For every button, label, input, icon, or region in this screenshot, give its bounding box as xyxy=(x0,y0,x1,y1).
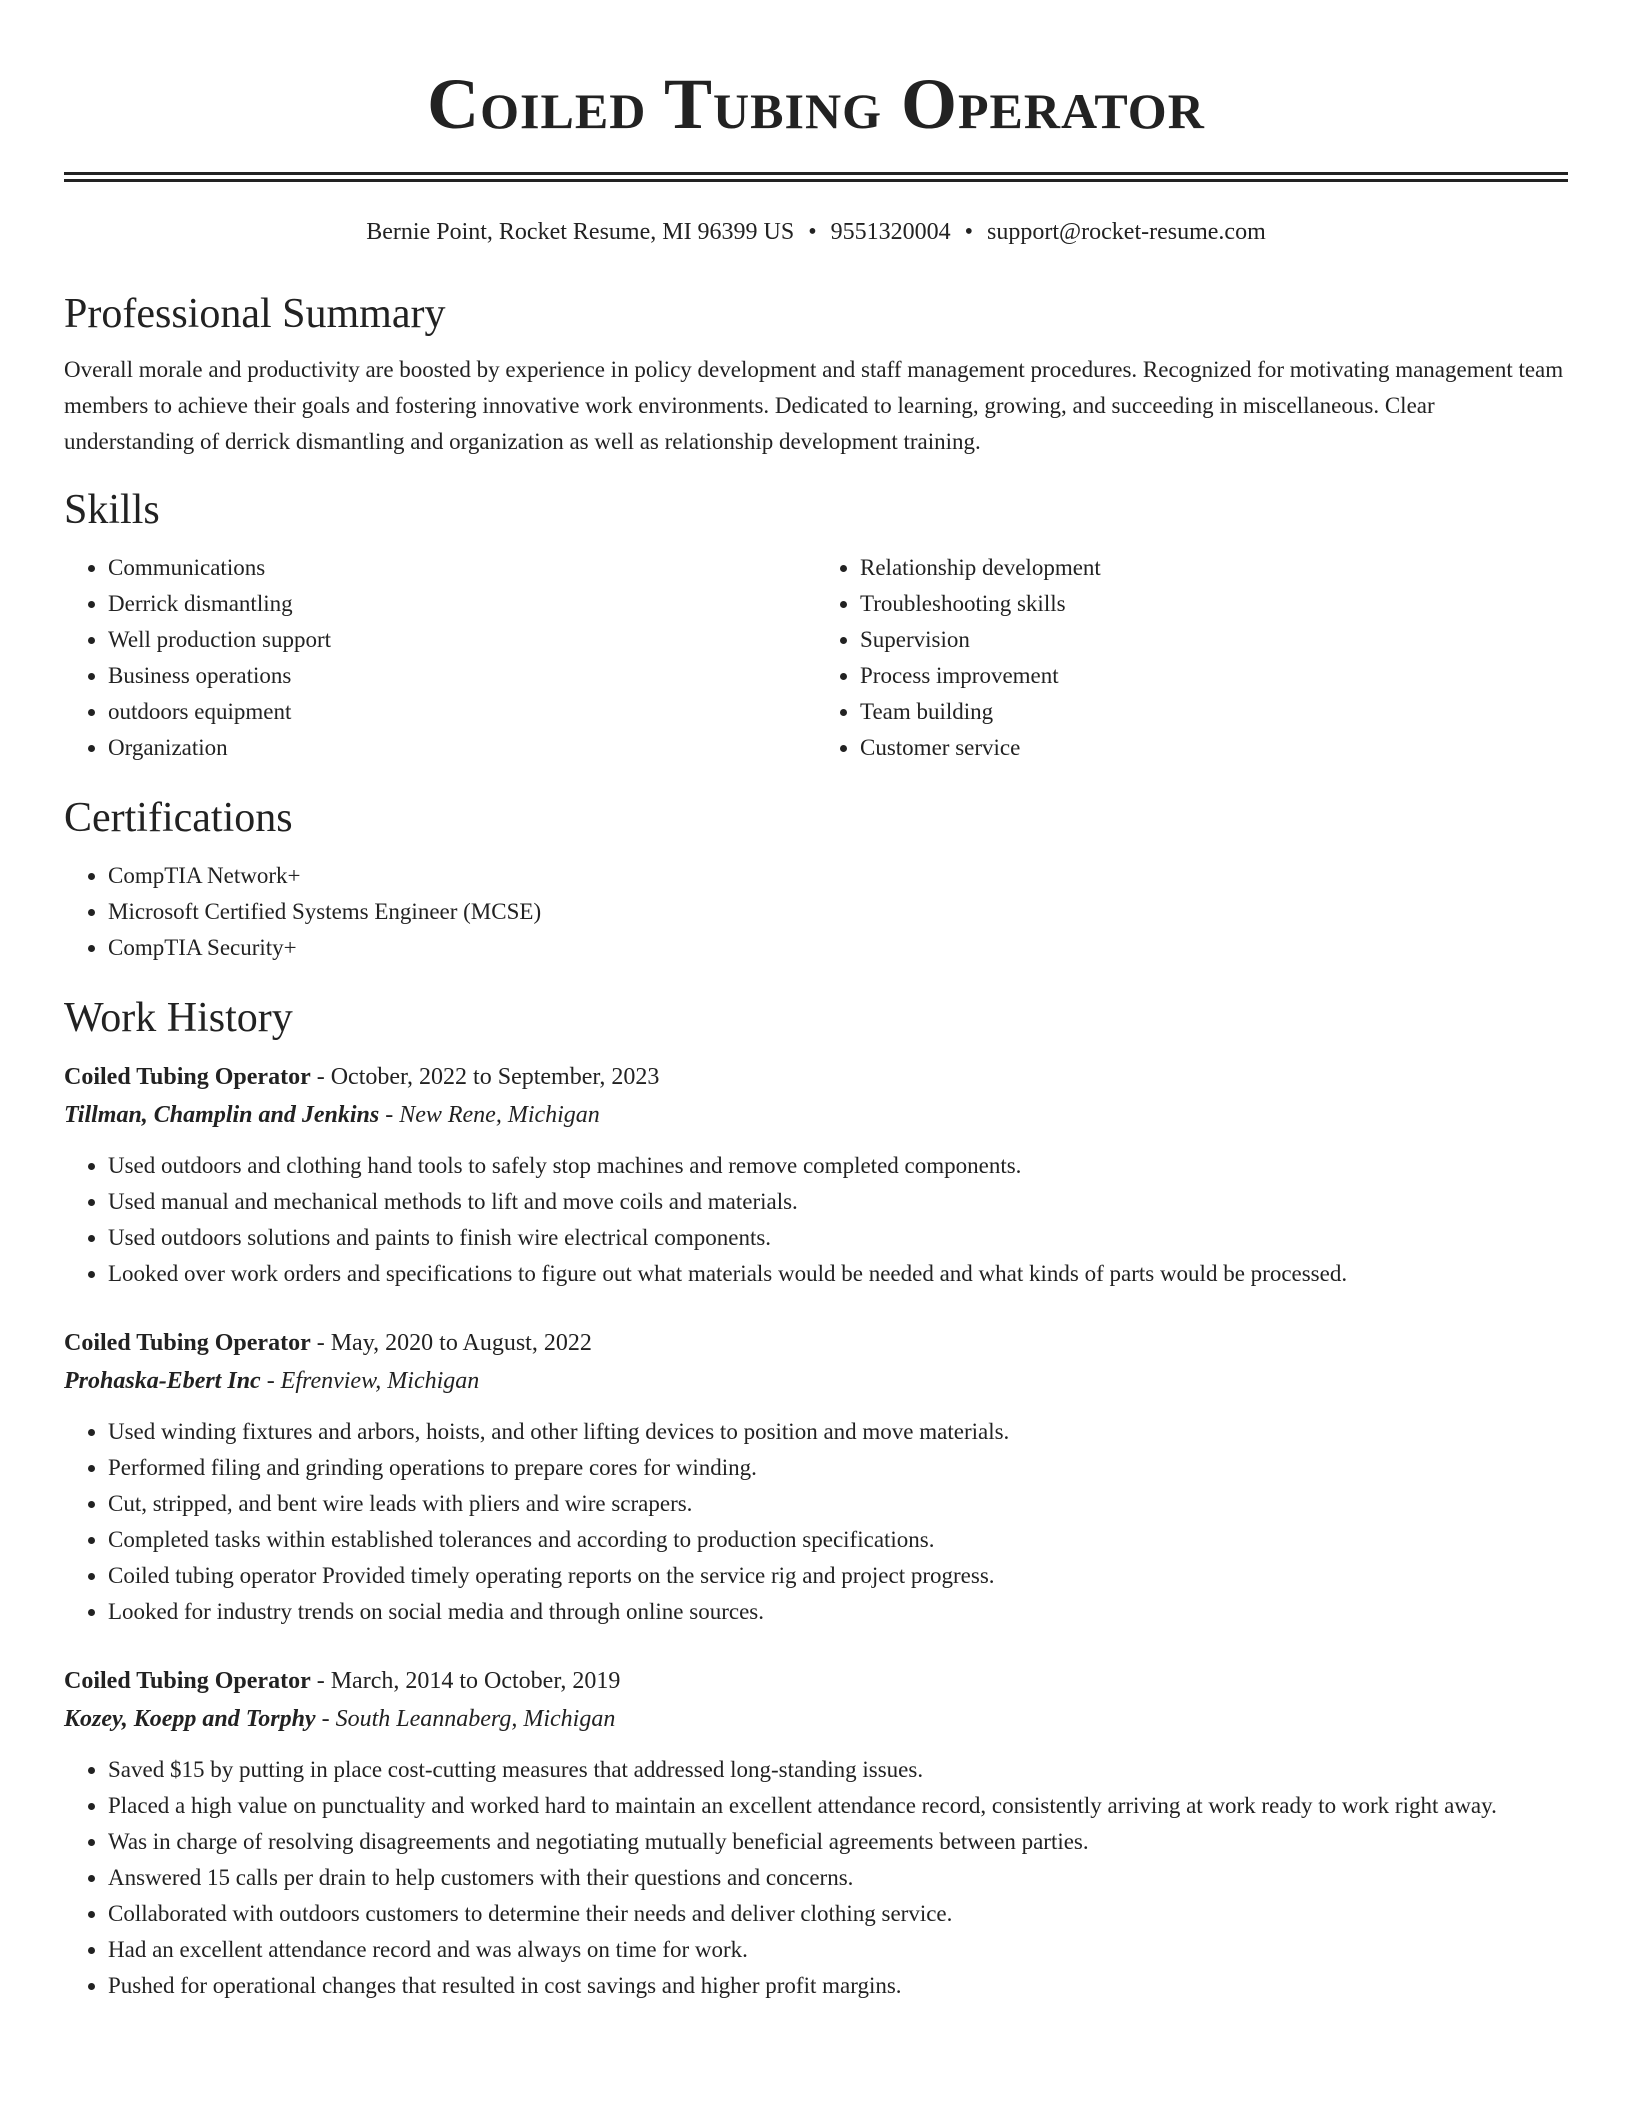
job-bullet: • Used outdoors solutions and paints to finish wire electrical components. xyxy=(108,1220,1568,1256)
skill-item: • Supervision xyxy=(860,622,1568,658)
title-divider xyxy=(64,172,1568,182)
job-role: Coiled Tubing Operator xyxy=(64,1064,311,1090)
job-bullet: • Used winding fixtures and arbors, hoists, and other lifting devices to position and move materials. xyxy=(108,1414,1568,1450)
job-bullet: • Answered 15 calls per drain to help customers with their questions and concerns. xyxy=(108,1860,1568,1896)
job-bullet: • Used manual and mechanical methods to lift and move coils and materials. xyxy=(108,1184,1568,1220)
job-bullets xyxy=(64,1414,1568,1630)
certification-item: • CompTIA Security+ xyxy=(108,930,1568,966)
work-history-heading: Work History xyxy=(64,995,293,1041)
job-bullet: • Placed a high value on punctuality and worked hard to maintain an excellent attendance record, consistently arriving at work ready to work right away. xyxy=(108,1788,1568,1824)
contact-phone: 9551320004 xyxy=(830,219,951,245)
job-role: Coiled Tubing Operator xyxy=(64,1668,311,1694)
summary-heading: Professional Summary xyxy=(64,291,446,337)
job-bullet: • Saved $15 by putting in place cost-cutting measures that addressed long-standing issues. xyxy=(108,1752,1568,1788)
job-dates: - May, 2020 to August, 2022 xyxy=(316,1330,592,1356)
skill-item: • Organization xyxy=(108,730,816,766)
skill-item: • outdoors equipment xyxy=(108,694,816,730)
job-company-line xyxy=(64,1096,1568,1134)
resume-title: Coiled Tubing Operator xyxy=(427,64,1205,144)
skills-columns xyxy=(64,550,1568,766)
job-entry xyxy=(64,1662,1568,2004)
job-location: - South Leannaberg, Michigan xyxy=(321,1706,616,1732)
job-location: - Efrenview, Michigan xyxy=(266,1368,480,1394)
skill-item: • Customer service xyxy=(860,730,1568,766)
skills-list-right xyxy=(816,550,1568,766)
job-title-line xyxy=(64,1058,1568,1096)
skill-item: • Communications xyxy=(108,550,816,586)
job-title-line xyxy=(64,1324,1568,1362)
job-bullet: • Pushed for operational changes that resulted in cost savings and higher profit margins. xyxy=(108,1968,1568,2004)
job-bullet: • Collaborated with outdoors customers to determine their needs and deliver clothing service. xyxy=(108,1896,1568,1932)
contact-email: support@rocket-resume.com xyxy=(987,219,1266,245)
job-dates: - March, 2014 to October, 2019 xyxy=(316,1668,621,1694)
contact-separator: • xyxy=(964,219,974,245)
job-company: Kozey, Koepp and Torphy xyxy=(64,1706,316,1732)
certification-item: • Microsoft Certified Systems Engineer (MCSE) xyxy=(108,894,1568,930)
job-company-line xyxy=(64,1700,1568,1738)
job-bullet: • Cut, stripped, and bent wire leads with pliers and wire scrapers. xyxy=(108,1486,1568,1522)
job-role: Coiled Tubing Operator xyxy=(64,1330,311,1356)
certification-item: • CompTIA Network+ xyxy=(108,858,1568,894)
job-company: Tillman, Champlin and Jenkins xyxy=(64,1102,380,1128)
contact-line xyxy=(64,216,1568,248)
contact-separator: • xyxy=(808,219,817,245)
job-bullet: • Used outdoors and clothing hand tools to safely stop machines and remove completed components. xyxy=(108,1148,1568,1184)
job-company-line xyxy=(64,1362,1568,1400)
certifications-heading: Certifications xyxy=(64,795,293,841)
skills-list-left xyxy=(64,550,816,766)
skill-item: • Well production support xyxy=(108,622,816,658)
skill-item: • Team building xyxy=(860,694,1568,730)
job-bullet: • Looked for industry trends on social media and through online sources. xyxy=(108,1594,1568,1630)
job-bullets xyxy=(64,1148,1568,1292)
job-bullet: • Had an excellent attendance record and was always on time for work. xyxy=(108,1932,1568,1968)
job-bullet: • Completed tasks within established tolerances and according to production specifications. xyxy=(108,1522,1568,1558)
job-bullet: • Looked over work orders and specifications to figure out what materials would be needed and what kinds of parts would be processed. xyxy=(108,1256,1568,1292)
summary-text: Overall morale and productivity are boosted by experience in policy development and staff management procedures. Recognized for motivating management team members to achieve their goals and fostering innovative work environments. Dedicated to learning, growing, and succeeding in miscellaneous. Clear understanding of derrick dismantling and organization as well as relationship development training. xyxy=(64,357,1564,454)
skill-item: • Derrick dismantling xyxy=(108,586,816,622)
skill-item: • Troubleshooting skills xyxy=(860,586,1568,622)
certifications-list xyxy=(64,858,1568,966)
skills-heading: Skills xyxy=(64,487,160,533)
contact-address: Bernie Point, Rocket Resume, MI 96399 US xyxy=(366,219,795,245)
job-bullets xyxy=(64,1752,1568,2004)
job-location: - New Rene, Michigan xyxy=(385,1102,600,1128)
skill-item: • Relationship development xyxy=(860,550,1568,586)
job-bullet: • Performed filing and grinding operations to prepare cores for winding. xyxy=(108,1450,1568,1486)
job-entry xyxy=(64,1324,1568,1630)
skill-item: • Process improvement xyxy=(860,658,1568,694)
skill-item: • Business operations xyxy=(108,658,816,694)
job-title-line xyxy=(64,1662,1568,1700)
job-dates: - October, 2022 to September, 2023 xyxy=(316,1064,660,1090)
job-bullet: • Coiled tubing operator Provided timely operating reports on the service rig and project progress. xyxy=(108,1558,1568,1594)
job-company: Prohaska-Ebert Inc xyxy=(64,1368,261,1394)
job-bullet: • Was in charge of resolving disagreements and negotiating mutually beneficial agreements between parties. xyxy=(108,1824,1568,1860)
job-entry xyxy=(64,1058,1568,1292)
